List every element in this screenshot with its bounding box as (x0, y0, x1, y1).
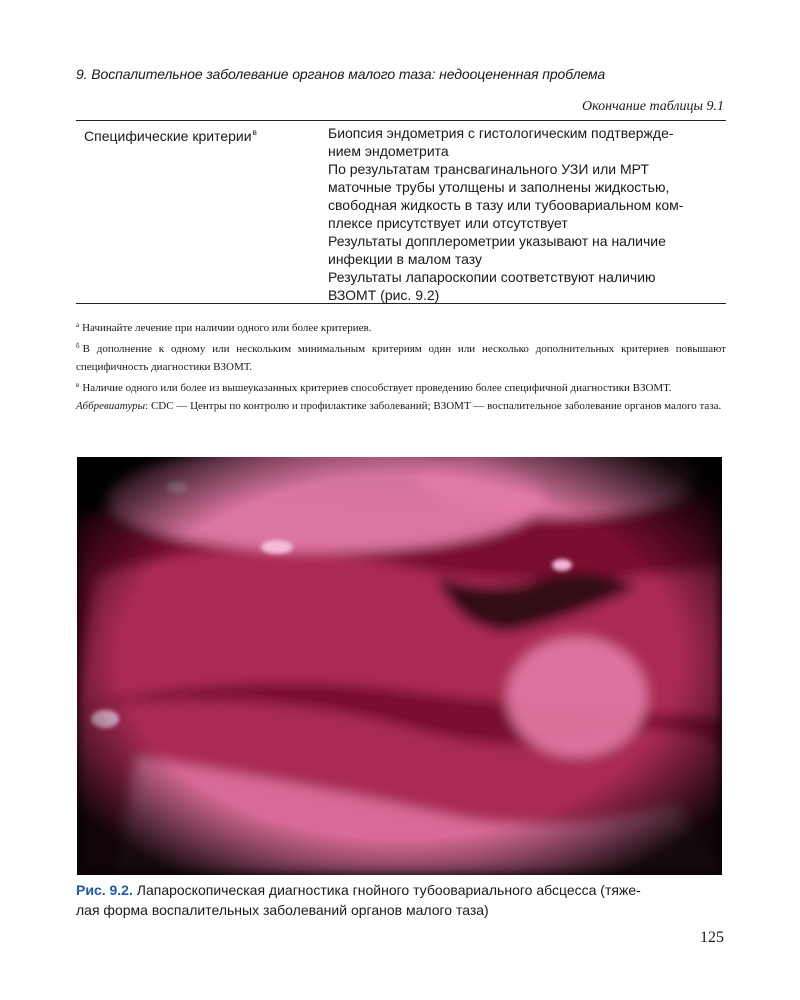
laparoscopy-image (77, 457, 722, 875)
figure-number: Рис. 9.2. (76, 882, 133, 898)
criterion-ultrasound-mri: По результатам трансвагинального УЗИ или МРТ маточные трубы утолщены и заполнены жидкостью, свободная жидкость в тазу или тубоовариальном ком- плексе присутствует или отсутствует (328, 161, 684, 231)
footnote-text: Начинайте лечение при наличии одного или более критериев. (82, 322, 372, 334)
abbreviations (76, 397, 726, 415)
footnote-b (76, 337, 726, 376)
criterion-endometrial-biopsy: Биопсия эндометрия с гистологическим подтвержде- нием эндометрита (328, 125, 674, 159)
row-label-footnote-mark: в (252, 128, 257, 137)
table-bottom-rule (76, 303, 726, 304)
footnote-mark: б (76, 342, 80, 350)
row-label (84, 124, 257, 145)
footnote-mark: а (76, 321, 80, 329)
running-head: 9. Воспалительное заболевание органов малого таза: недооцененная проблема (76, 66, 606, 82)
abbreviations-text: : CDC — Центры по контролю и профилактике заболеваний; ВЗОМТ — воспалительное заболевание органов малого таза. (145, 400, 722, 412)
footnote-mark: в (76, 381, 80, 389)
figure-caption-text: Лапароскопическая диагностика гнойного тубоовариального абсцесса (тяже- лая форма воспалительных заболеваний органов малого таза) (76, 882, 641, 918)
footnotes (76, 316, 726, 415)
abbreviations-label: Аббревиатуры (76, 400, 146, 412)
footnote-v (76, 376, 726, 397)
figure-caption (76, 880, 731, 920)
footnote-text: В дополнение к одному или нескольким минимальным критериям один или несколько дополнительных критериев повышают специфичность диагностики ВЗОМТ. (76, 343, 726, 373)
footnote-a (76, 316, 726, 337)
table-caption: Окончание таблицы 9.1 (582, 99, 724, 114)
table-top-rule (76, 120, 726, 121)
criterion-laparoscopy: Результаты лапароскопии соответствуют наличию ВЗОМТ (рис. 9.2) (328, 269, 656, 303)
page-number: 125 (700, 929, 724, 946)
footnote-text: Наличие одного или более из вышеуказанных критериев способствует проведению более специфичной диагностики ВЗОМТ. (82, 382, 672, 394)
criterion-doppler: Результаты допплерометрии указывают на наличие инфекции в малом тазу (328, 233, 666, 267)
laparoscopy-photo (77, 457, 722, 875)
criteria-list (328, 124, 728, 304)
row-label-text: Специфические критерии (84, 128, 252, 144)
